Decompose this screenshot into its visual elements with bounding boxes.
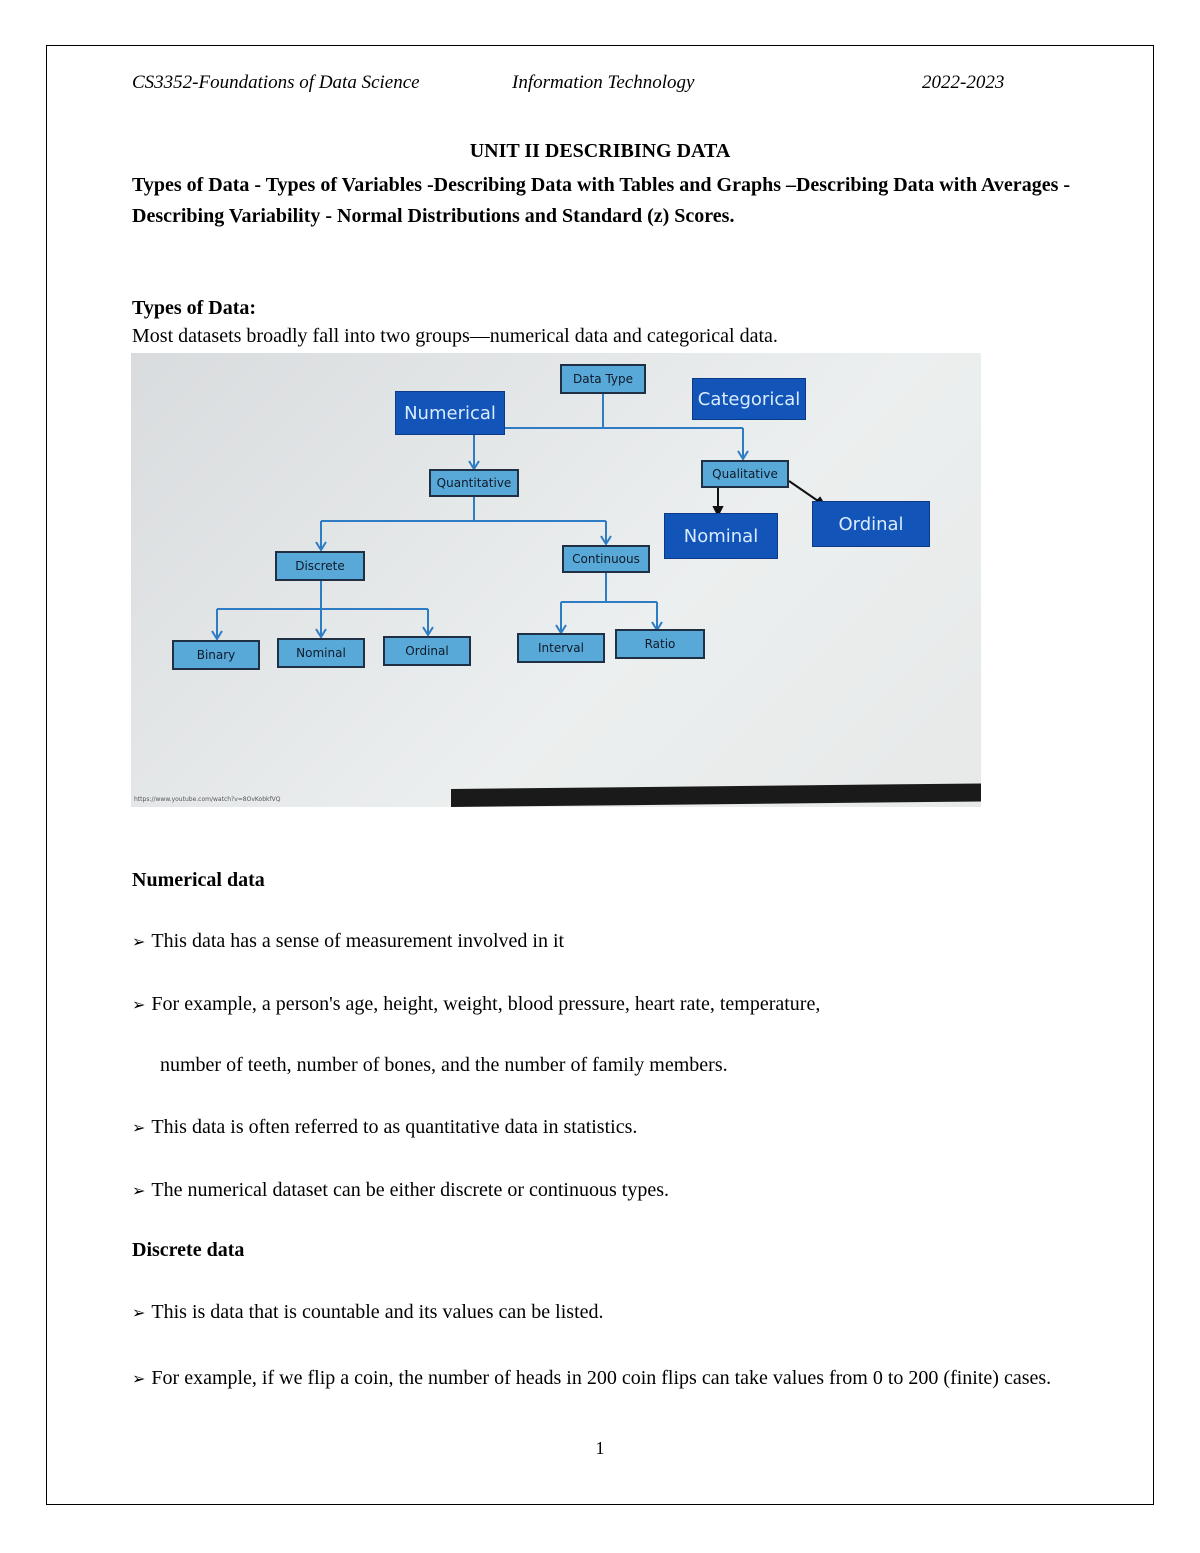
bullet-arrow-icon: ➢ bbox=[132, 1118, 146, 1137]
diagram-node-ordinal-large: Ordinal bbox=[812, 501, 930, 547]
page-number: 1 bbox=[595, 1438, 605, 1458]
diagram-node-nominal-large: Nominal bbox=[664, 513, 778, 559]
bullet-arrow-icon: ➢ bbox=[132, 932, 146, 951]
diagram-node-ordinal: Ordinal bbox=[383, 636, 471, 666]
header-department: Information Technology bbox=[512, 72, 695, 93]
unit-title: UNIT II DESCRIBING DATA bbox=[469, 140, 731, 162]
data-type-diagram-photo bbox=[131, 353, 981, 807]
numerical-bullet-1: ➢ This data has a sense of measurement involved in it bbox=[132, 930, 565, 952]
diagram-node-numerical: Numerical bbox=[395, 391, 505, 435]
types-intro: Most datasets broadly fall into two groups—numerical data and categorical data. bbox=[132, 325, 778, 347]
numerical-bullet-2-continued: number of teeth, number of bones, and the number of family members. bbox=[160, 1054, 728, 1076]
diagram-node-categorical: Categorical bbox=[692, 378, 806, 420]
bullet-arrow-icon: ➢ bbox=[132, 1369, 146, 1388]
numerical-bullet-4: ➢ The numerical dataset can be either discrete or continuous types. bbox=[132, 1179, 669, 1201]
bullet-arrow-icon: ➢ bbox=[132, 995, 146, 1014]
numerical-bullet-2: ➢ For example, a person's age, height, weight, blood pressure, heart rate, temperature, bbox=[132, 993, 821, 1015]
diagram-node-ratio: Ratio bbox=[615, 629, 705, 659]
discrete-bullet-1: ➢ This is data that is countable and its values can be listed. bbox=[132, 1301, 604, 1323]
diagram-connectors bbox=[131, 353, 981, 807]
numerical-heading: Numerical data bbox=[132, 869, 265, 891]
header-course: CS3352-Foundations of Data Science bbox=[132, 72, 420, 93]
diagram-node-interval: Interval bbox=[517, 633, 605, 663]
types-heading: Types of Data: bbox=[132, 297, 257, 319]
discrete-heading: Discrete data bbox=[132, 1239, 245, 1261]
bullet-arrow-icon: ➢ bbox=[132, 1181, 146, 1200]
discrete-bullet-2: ➢ For example, if we flip a coin, the number of heads in 200 coin flips can take values from 0 to 200 (finite) cases. bbox=[132, 1367, 1052, 1389]
bullet-arrow-icon: ➢ bbox=[132, 1303, 146, 1322]
unit-topics: Types of Data - Types of Variables -Describing Data with Tables and Graphs –Describing Data with Averages - Describing Variability - Normal Distributions and Standard (z) Scores. bbox=[132, 174, 1071, 227]
diagram-node-continuous: Continuous bbox=[562, 545, 650, 573]
diagram-node-data-type: Data Type bbox=[560, 364, 646, 394]
header-year: 2022-2023 bbox=[922, 72, 1005, 93]
diagram-source-url: https://www.youtube.com/watch?v=8OvKobkfVQ bbox=[134, 796, 281, 803]
diagram-node-binary: Binary bbox=[172, 640, 260, 670]
diagram-node-discrete: Discrete bbox=[275, 551, 365, 581]
diagram-node-nominal: Nominal bbox=[277, 638, 365, 668]
diagram-node-qualitative: Qualitative bbox=[701, 460, 789, 488]
diagram-node-quantitative: Quantitative bbox=[429, 469, 519, 497]
numerical-bullet-3: ➢ This data is often referred to as quantitative data in statistics. bbox=[132, 1116, 638, 1138]
